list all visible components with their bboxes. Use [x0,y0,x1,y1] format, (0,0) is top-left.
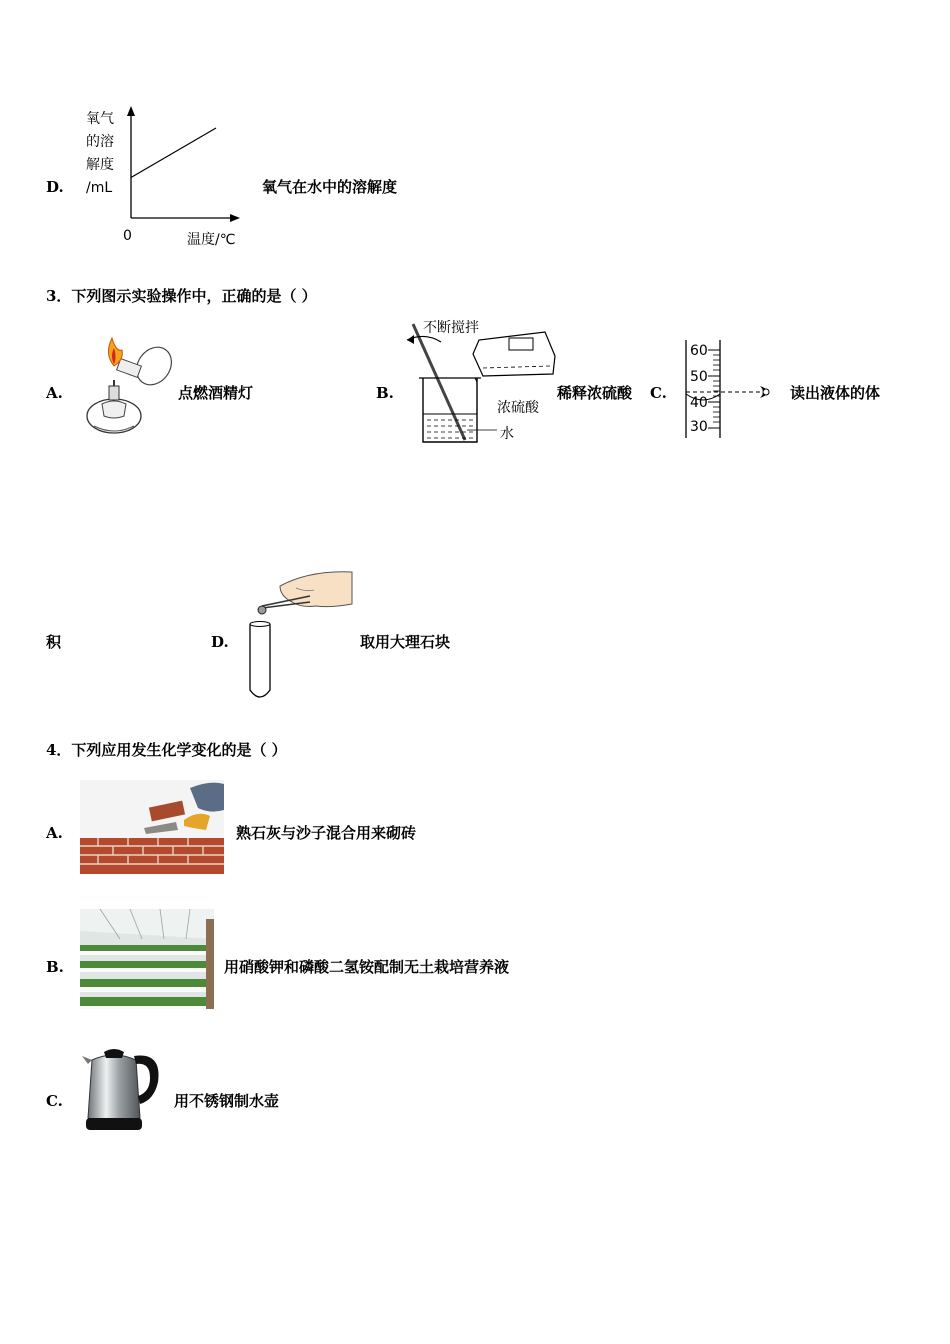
q3-option-a-letter: A. [46,384,63,402]
q4-stem: 4．下列应用发生化学变化的是（ ） [46,741,287,759]
label-conc-acid: 浓硫酸 [497,400,539,416]
solubility-chart [120,104,250,224]
q3-option-c-letter: C. [650,384,667,402]
q2-option-d-text: 氧气在水中的溶解度 [262,178,398,196]
q4-option-c-letter: C. [46,1092,63,1110]
test-tube-figure [240,564,360,704]
dilute-acid-figure [405,318,555,448]
chart-origin-label: 0 [123,228,132,244]
y-label-line-3: 解度 [86,157,114,173]
q3-option-b-letter: B. [376,384,394,402]
label-water: 水 [500,426,514,442]
chart-x-axis-label: 温度/℃ [187,232,236,248]
q4-option-b-text: 用硝酸钾和磷酸二氢铵配制无土栽培营养液 [224,958,510,976]
q3-option-b-text: 稀释浓硫酸 [557,384,633,402]
tick-40: 40 [690,395,708,411]
tick-60: 60 [690,343,708,359]
x-axis-arrow [230,214,240,222]
q4-option-c-text: 用不锈钢制水壶 [174,1092,280,1110]
q3-option-d-letter: D. [211,633,229,651]
y-label-line-1: 氧气 [86,111,114,127]
alcohol-lamp-figure [74,336,174,440]
kettle-photo [78,1038,162,1134]
greenhouse-photo [80,909,214,1009]
q4-option-a-text: 熟石灰与沙子混合用来砌砖 [236,824,417,842]
q4-option-b-letter: B. [46,958,64,976]
chart-y-axis-label [86,108,114,200]
y-axis-arrow [127,106,135,116]
y-label-line-2: 的溶 [86,134,114,150]
q3-stem: 3．下列图示实验操作中，正确的是（ ） [46,287,317,305]
q3-option-c-text-continued: 积 [46,633,62,651]
q3-option-c-text: 读出液体的体 [790,384,881,402]
q2-option-d-letter: D. [46,178,64,196]
q3-option-d-text: 取用大理石块 [360,633,451,651]
q4-option-a-letter: A. [46,824,63,842]
tick-30: 30 [690,419,708,435]
bricklaying-photo [80,780,224,874]
tick-50: 50 [690,369,708,385]
q3-option-a-text: 点燃酒精灯 [178,384,254,402]
series-line-0 [131,128,216,178]
label-stir: 不断搅拌 [423,320,479,336]
y-label-line-4: /mL [86,180,113,196]
